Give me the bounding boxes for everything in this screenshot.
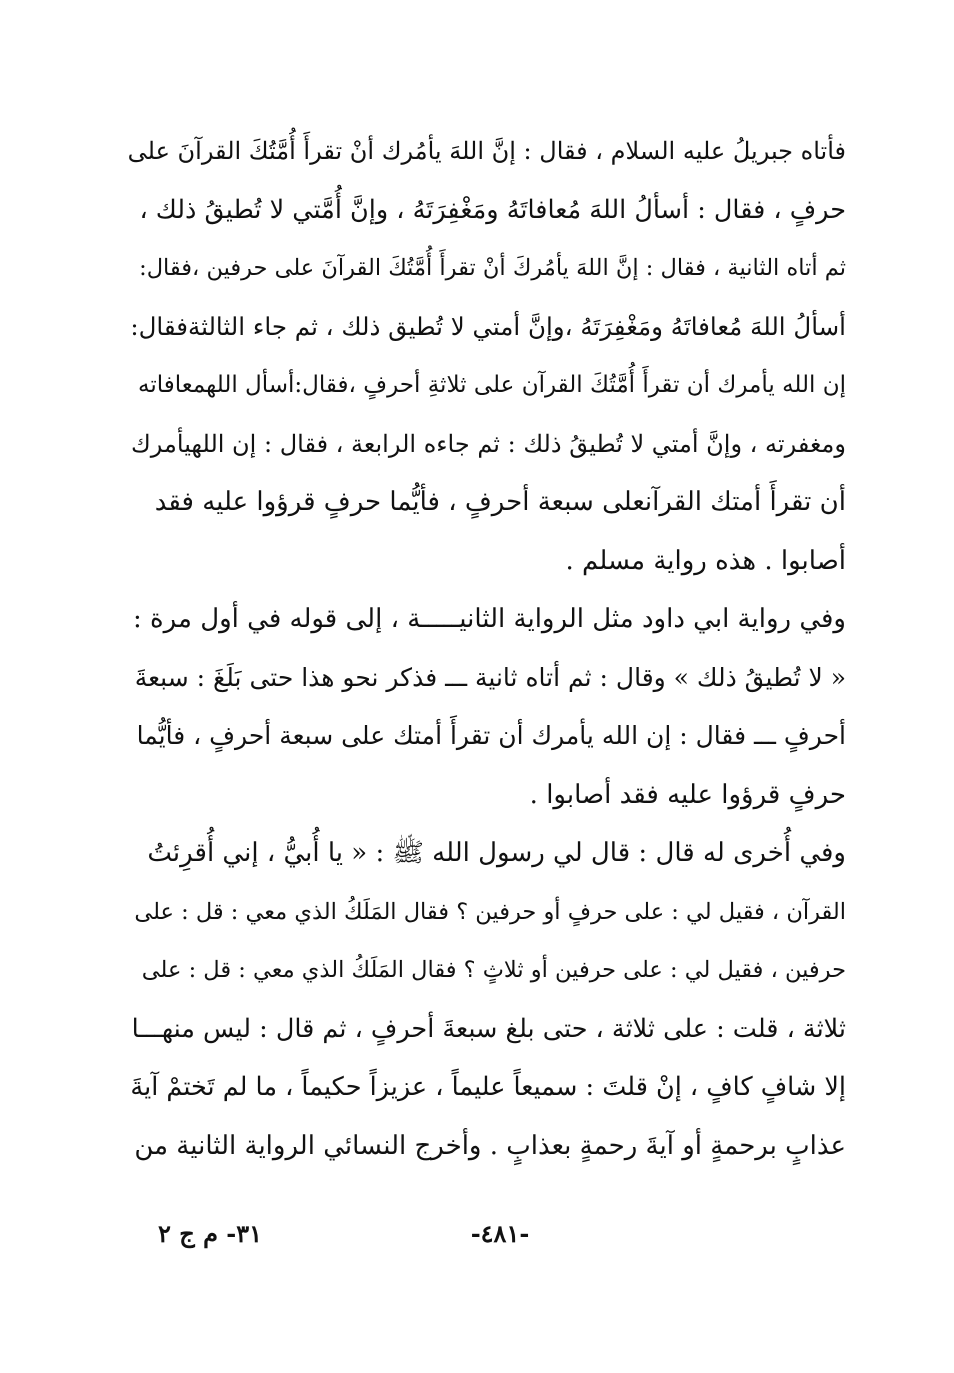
text-line: وفي رواية ابي داود مثل الرواية الثانيـــــة ، إلى قوله في أول مرة :: [133, 604, 846, 634]
text-line: أسألُ اللهَ مُعافاتَهُ ومَغْفِرَتَهُ ،وإنَّ أمتي لا تُطيق ذلك ، ثم جاء الثالثةفقال:: [130, 311, 846, 341]
text-line: حرفٍ ، فقال : أسألُ اللهَ مُعافاتَهُ ومَغْفِرَتَهُ ، وإنَّ أُمَّتي لا تُطيقُ ذلك ،: [139, 194, 846, 225]
body-text: [128, 122, 846, 1175]
text-line: وفي أُخرى له قال : قال لي رسول الله ﷺ : « يا أُبيُّ ، إني أُقرِئتُ: [147, 838, 846, 868]
text-line: ثلاثة ، قلت : على ثلاثة ، حتى بلغ سبعةَ أحرفٍ ، ثم قال : ليس منهـــا: [131, 1013, 846, 1044]
text-line: أصابوا . هذه رواية مسلم .: [565, 545, 846, 576]
text-line: حرفٍ قرؤوا عليه فقد أصابوا .: [529, 779, 846, 810]
page-number: -٤٨١-: [470, 1219, 530, 1248]
text-line: فأتاه جبريلُ عليه السلام ، فقال : إنَّ اللهَ يأمُرك أنْ تقرأَ أُمَّتُكَ القرآنَ على: [128, 137, 846, 165]
text-line: عذابٍ برحمةٍ أو آيةَ رحمةٍ بعذابٍ . وأخرج النسائي الرواية الثانية من: [134, 1130, 846, 1161]
printer-signature: ٣١- م ج ٢: [157, 1219, 263, 1248]
text-line: « لا تُطيقُ ذلك » وقال : ثم أتاه ثانية ـــ فذكر نحو هذا حتى بَلَغَ : سبعةَ: [134, 662, 846, 692]
text-line: ومغفرته ، وإنَّ أمتي لا تُطيقُ ذلك : ثم جاءه الرابعة ، فقال : إن اللهيأمرك: [131, 429, 846, 458]
text-line: إن الله يأمرك أن تقرأَ أُمَّتُكَ القرآن على ثلاثةِ أحرفٍ ،فقال:أسأل اللهمعافاته: [137, 372, 846, 398]
text-line: أن تقرأَ أمتك القرآنعلى سبعة أحرفٍ ، فأيُّما حرفٍ قرؤوا عليه فقد: [154, 487, 846, 517]
text-line: حرفين ، فقيل لي : على حرفين أو ثلاثٍ ؟ فقال المَلَكُ الذي معي : قل : على: [141, 957, 846, 983]
text-line: ثم أتاه الثانية ، فقال : إنَّ اللهَ يأمُركَ أنْ تقرأَ أُمَّتُكَ القرآنَ على حرفين ،فقال:: [139, 255, 846, 281]
text-line: إلا شافٍ كافٍ ، إنْ قلتَ : سميعاً عليماً ، عزيزاً حكيماً ، ما لم تَختمْ آيةَ: [130, 1072, 846, 1102]
text-line: القرآن ، فقيل لي : على حرفٍ أو حرفين ؟ فقال المَلَكُ الذي معي : قل : على: [134, 898, 846, 925]
text-line: أحرفٍ ـــ فقال : إن الله يأمرك أن تقرأَ أمتك على سبعة أحرفٍ ، فأيُّما: [136, 721, 846, 750]
